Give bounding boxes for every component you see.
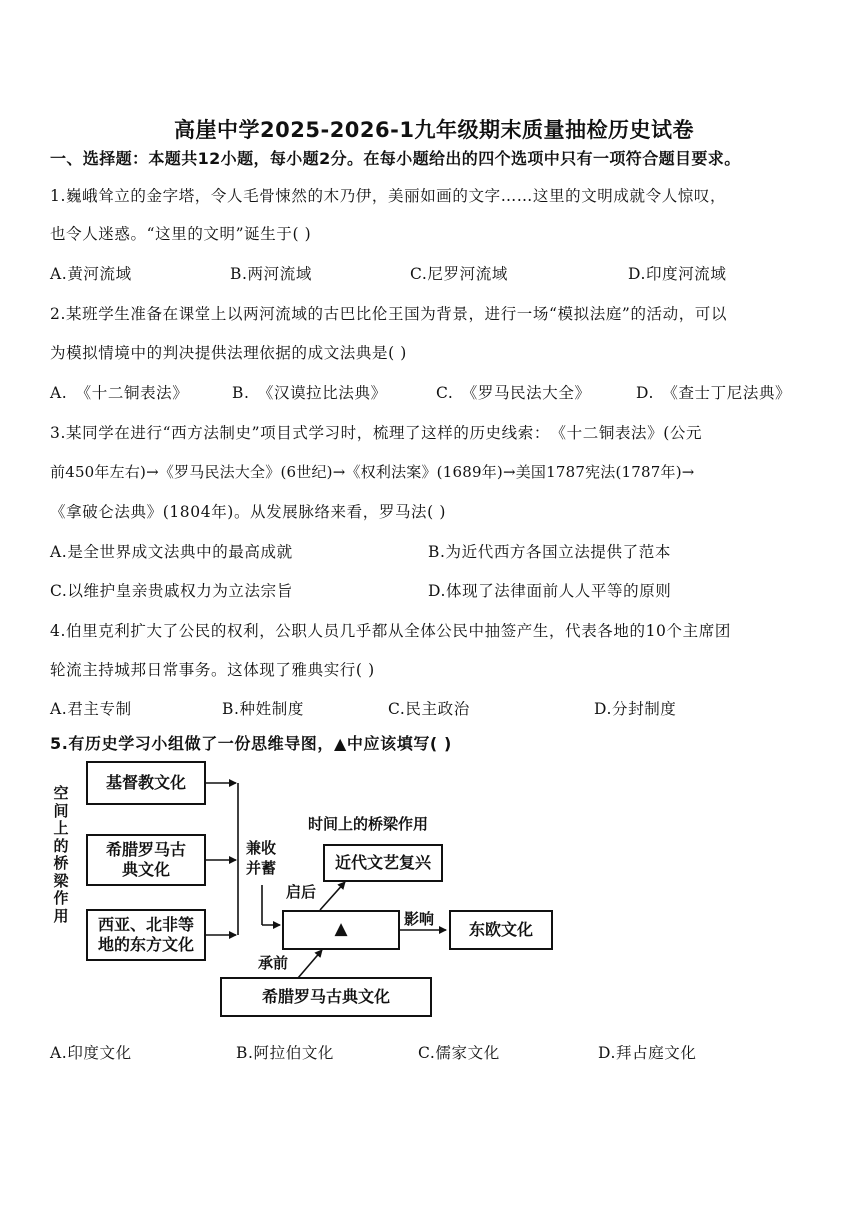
absorb-label: 兼收并蓄 — [246, 839, 277, 877]
question-4-stem-line1: 4.伯里克利扩大了公民的权利，公职人员几乎都从全体公民中抽签产生，代表各地的10个主席团 — [50, 622, 731, 640]
question-3-option-c: C.以维护皇亲贵戚权力为立法宗旨 — [50, 582, 293, 600]
spatial-bridge-vertical-label: 空间上的桥梁作用 — [53, 784, 69, 925]
box-eastern-culture: 西亚、北非等地的东方文化 — [86, 909, 206, 961]
center-blank-box: ▲ — [282, 910, 400, 950]
question-4-option-a: A.君主专制 — [50, 700, 132, 718]
inspire-label: 启后 — [286, 883, 317, 901]
question-2-option-c: C. 《罗马民法大全》 — [436, 384, 591, 402]
question-1-option-d: D.印度河流域 — [628, 265, 727, 283]
box-east-europe-culture: 东欧文化 — [449, 910, 553, 950]
question-4-stem-line2: 轮流主持城邦日常事务。这体现了雅典实行( ) — [50, 661, 375, 679]
question-5-option-d: D.拜占庭文化 — [598, 1044, 697, 1062]
exam-title: 高崖中学2025-2026-1九年级期末质量抽检历史试卷 — [174, 118, 694, 142]
question-2-stem-line1: 2.某班学生准备在课堂上以两河流域的古巴比伦王国为背景，进行一场“模拟法庭”的活动，可以 — [50, 305, 728, 323]
time-bridge-label: 时间上的桥梁作用 — [308, 815, 429, 833]
question-1-stem-line1: 1.巍峨耸立的金字塔，令人毛骨悚然的木乃伊，美丽如画的文字……这里的文明成就令人惊叹， — [50, 187, 727, 205]
question-1-option-b: B.两河流域 — [230, 265, 312, 283]
section-heading: 一、选择题：本题共12小题，每小题2分。在每小题给出的四个选项中只有一项符合题目要求。 — [50, 149, 741, 168]
box-greek-roman-bottom: 希腊罗马古典文化 — [220, 977, 432, 1017]
question-5-stem: 5.有历史学习小组做了一份思维导图，▲中应该填写( ) — [50, 734, 452, 753]
question-3-option-b: B.为近代西方各国立法提供了范本 — [428, 543, 671, 561]
question-4-option-b: B.种姓制度 — [222, 700, 304, 718]
question-2-option-b: B. 《汉谟拉比法典》 — [232, 384, 387, 402]
question-3-option-a: A.是全世界成文法典中的最高成就 — [50, 543, 293, 561]
question-4-option-d: D.分封制度 — [594, 700, 677, 718]
question-5-option-c: C.儒家文化 — [418, 1044, 500, 1062]
question-5-option-a: A.印度文化 — [50, 1044, 132, 1062]
inherit-label: 承前 — [258, 954, 289, 972]
question-3-stem-line3: 《拿破仑法典》(1804年)。从发展脉络来看，罗马法( ) — [50, 503, 446, 521]
question-2-option-d: D. 《查士丁尼法典》 — [636, 384, 792, 402]
question-3-stem-line1: 3.某同学在进行“西方法制史”项目式学习时，梳理了这样的历史线索： 《十二铜表法》(公元 — [50, 424, 703, 442]
question-5-option-b: B.阿拉伯文化 — [236, 1044, 335, 1062]
influence-label: 影响 — [404, 910, 435, 928]
question-1-option-a: A.黄河流域 — [50, 265, 132, 283]
question-2-stem-line2: 为模拟情境中的判决提供法理依据的成文法典是( ) — [50, 344, 407, 362]
question-1-option-c: C.尼罗河流域 — [410, 265, 508, 283]
question-4-option-c: C.民主政治 — [388, 700, 470, 718]
question-3-option-d: D.体现了法律面前人人平等的原则 — [428, 582, 672, 600]
box-christian-culture: 基督教文化 — [86, 761, 206, 805]
question-1-stem-line2: 也令人迷惑。“这里的文明”诞生于( ) — [50, 225, 312, 243]
box-greek-roman-classical-culture: 希腊罗马古典文化 — [86, 834, 206, 886]
question-2-option-a: A. 《十二铜表法》 — [50, 384, 189, 402]
box-renaissance: 近代文艺复兴 — [323, 844, 443, 882]
question-3-stem-line2: 前450年左右)→《罗马民法大全》(6世纪)→《权利法案》(1689年)→美国1787宪法(1787年)→ — [50, 463, 695, 481]
